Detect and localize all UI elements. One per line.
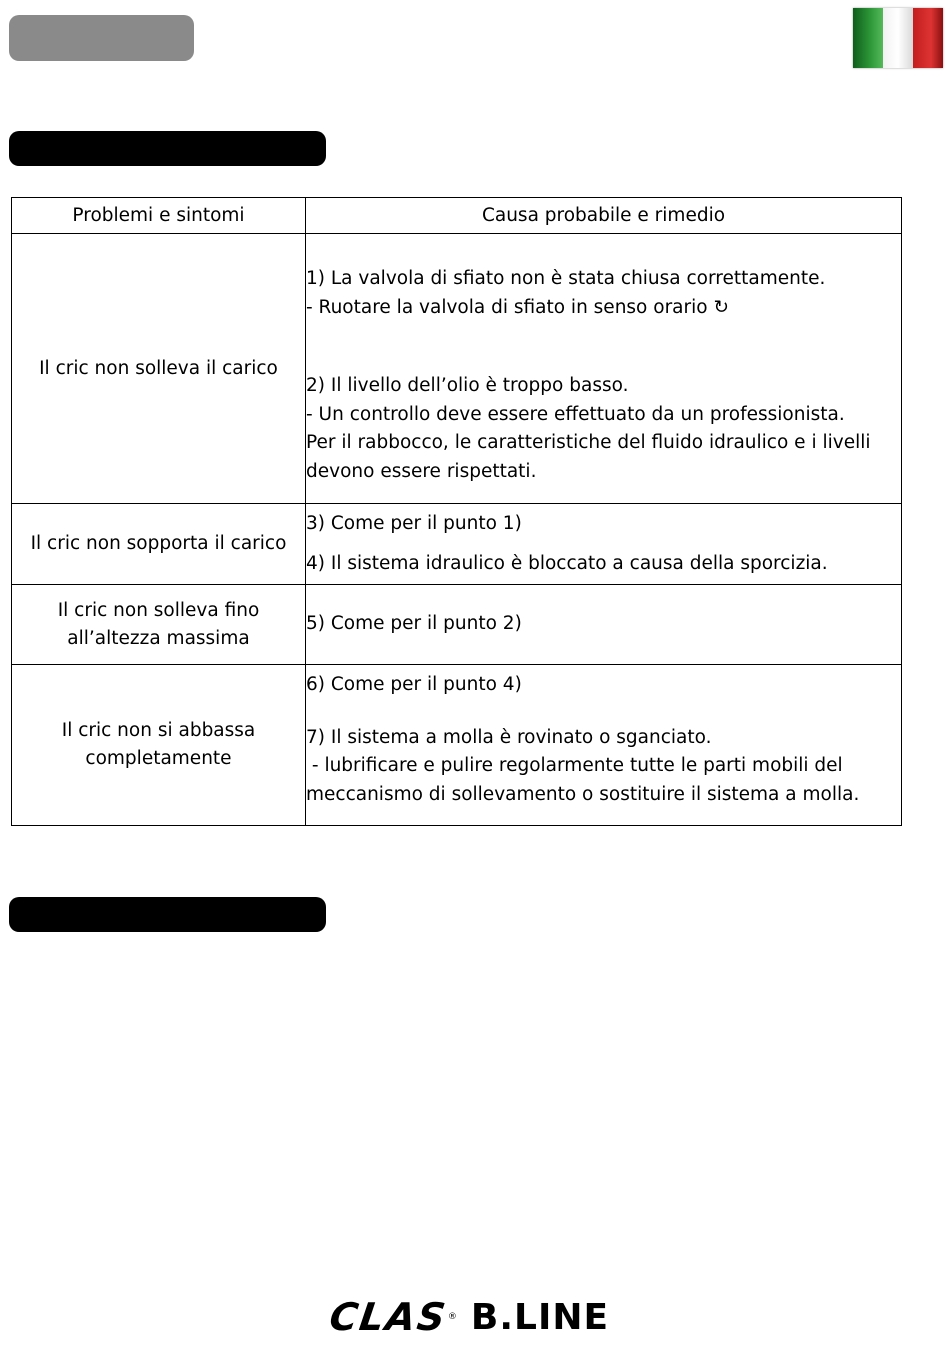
cause-line: - Ruotare la valvola di sfiato in senso orario ↻ <box>306 296 729 318</box>
cause-line: - Un controllo deve essere effettuato da un professionista. <box>306 403 845 425</box>
problem-cell: Il cric non solleva il carico <box>12 234 306 504</box>
flag-band-red <box>913 8 943 68</box>
table-row <box>12 234 902 504</box>
cause-line: 5) Come per il punto 2) <box>306 613 522 635</box>
cause-line: 7) Il sistema a molla è rovinato o sganciato. <box>306 726 712 748</box>
cause-line: 6) Come per il punto 4) <box>306 674 522 695</box>
flag-band-white <box>883 8 913 68</box>
cause-cell <box>306 234 902 504</box>
cause-line: 2) Il livello dell’olio è troppo basso. <box>306 375 629 396</box>
problem-cell: Il cric non si abbassa completamente <box>12 665 306 826</box>
cause-line: 1) La valvola di sfiato non è stata chiusa correttamente. <box>306 268 826 289</box>
table-row <box>12 504 902 585</box>
column-header-causes: Causa probabile e rimedio <box>306 198 902 234</box>
flag-band-green <box>853 8 883 68</box>
italian-flag-icon <box>853 8 943 68</box>
table-row <box>12 585 902 665</box>
section-heading-bar-second <box>9 897 326 932</box>
table-header-row <box>12 198 902 234</box>
cause-line: 3) Come per il punto 1) <box>306 513 522 534</box>
logo-registered-mark: ® <box>447 1312 457 1322</box>
problem-cell: Il cric non sopporta il carico <box>12 504 306 585</box>
cause-line: - lubrificare e pulire regolarmente tutte le parti mobili del meccanismo di sollevamento o sostituire il sistema a molla. <box>306 755 860 805</box>
logo-clas: CLAS <box>326 1295 450 1339</box>
table-row <box>12 665 902 826</box>
language-pill <box>9 15 194 61</box>
section-heading-bar-troubleshooting <box>9 131 326 166</box>
cause-line: 4) Il sistema idraulico è bloccato a causa della sporcizia. <box>306 552 828 574</box>
cause-cell <box>306 665 902 826</box>
logo-bline: B.LINE <box>470 1296 610 1338</box>
troubleshooting-table <box>11 197 902 826</box>
column-header-problems: Problemi e sintomi <box>12 198 306 234</box>
cause-cell <box>306 504 902 585</box>
cause-line: Per il rabbocco, le caratteristiche del fluido idraulico e i livelli devono essere rispettati. <box>306 432 871 482</box>
problem-cell: Il cric non solleva fino all’altezza massima <box>12 585 306 665</box>
brand-logo <box>326 1295 610 1339</box>
cause-cell <box>306 585 902 665</box>
